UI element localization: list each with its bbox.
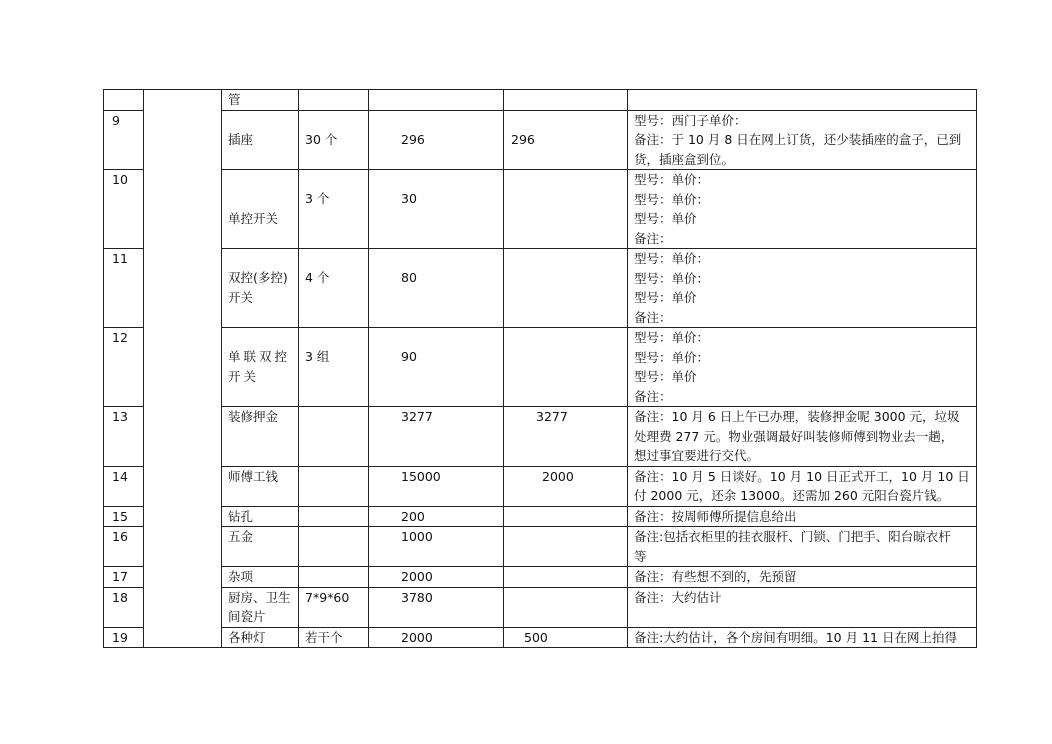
item-name: 各种灯 (222, 627, 299, 648)
quantity: 3 个 (299, 170, 369, 249)
quantity (299, 407, 369, 467)
amount: 3277 (369, 407, 504, 467)
table-row (104, 110, 977, 170)
amount: 296 (369, 110, 504, 170)
table-row (104, 587, 977, 627)
row-number: 12 (104, 328, 144, 407)
item-name: 插座 (222, 110, 299, 170)
row-number: 14 (104, 466, 144, 506)
paid: 296 (504, 110, 628, 170)
amount: 3780 (369, 587, 504, 627)
row-number: 9 (104, 110, 144, 170)
item-name: 五金 (222, 527, 299, 567)
paid (504, 170, 628, 249)
paid (504, 90, 628, 111)
note-line: 备注：有些想不到的，先预留 (634, 569, 797, 584)
note-line: 型号：单价： (634, 270, 710, 286)
item-name: 钻孔 (222, 506, 299, 527)
quantity (299, 567, 369, 588)
note-line: 备注：10 月 5 日谈好。10 月 10 日正式开工，10 月 10 日 (634, 468, 970, 484)
note-line: 想过事宜要进行交代。 (634, 448, 760, 463)
paid (504, 249, 628, 328)
table-row (104, 527, 977, 567)
note-line: 备注： (634, 388, 672, 404)
amount: 15000 (369, 466, 504, 506)
row-number: 10 (104, 170, 144, 249)
item-name: 管 (222, 90, 299, 111)
quantity (299, 506, 369, 527)
row-number: 13 (104, 407, 144, 467)
table-row (104, 506, 977, 527)
note-line: 型号：单价 (634, 290, 697, 305)
note-line: 备注：大约估计 (634, 589, 722, 605)
amount: 90 (369, 328, 504, 407)
notes (628, 627, 977, 648)
note-line: 付 2000 元，还余 13000。还需加 260 元阳台瓷片钱。 (634, 488, 950, 503)
note-line: 型号：单价 (634, 369, 697, 384)
paid: 500 (504, 627, 628, 648)
amount: 30 (369, 170, 504, 249)
note-line: 货，插座盒到位。 (634, 151, 735, 167)
quantity: 3 组 (299, 328, 369, 407)
paid (504, 506, 628, 527)
amount: 1000 (369, 527, 504, 567)
row-number: 19 (104, 627, 144, 648)
note-line: 型号：单价： (634, 349, 710, 365)
table-row (104, 567, 977, 588)
note-line: 型号：西门子单价： (634, 112, 747, 128)
row-number (104, 90, 144, 111)
note-line: 备注：于 10 月 8 日在网上订货，还少装插座的盒子，已到 (634, 132, 962, 147)
quantity: 7*9*60 (299, 587, 369, 627)
note-line: 备注：按周师傅所提信息给出 (634, 508, 797, 524)
notes (628, 249, 977, 328)
quantity: 若干个 (299, 627, 369, 648)
amount: 2000 (369, 627, 504, 648)
note-line: 备注： (634, 230, 672, 246)
quantity: 4 个 (299, 249, 369, 328)
note-line: 备注:包括衣柜里的挂衣服杆、门锁、门把手、阳台晾衣杆 (634, 529, 951, 544)
amount: 200 (369, 506, 504, 527)
notes (628, 567, 977, 588)
row-number: 18 (104, 587, 144, 627)
row-number: 11 (104, 249, 144, 328)
row-number: 15 (104, 506, 144, 527)
note-line: 备注:大约估计，各个房间有明细。10 月 11 日在网上拍得 (634, 629, 957, 645)
note-line: 型号：单价： (634, 191, 710, 207)
amount (369, 90, 504, 111)
note-line: 处理费 277 元。物业强调最好叫装修师傅到物业去一趟， (634, 428, 954, 444)
notes (628, 328, 977, 407)
item-name: 单联双控开关 (222, 328, 299, 407)
notes (628, 170, 977, 249)
amount: 2000 (369, 567, 504, 588)
notes (628, 506, 977, 527)
quantity (299, 527, 369, 567)
notes (628, 407, 977, 467)
note-line: 备注： (634, 309, 672, 325)
note-line: 型号：单价： (634, 330, 710, 345)
paid (504, 587, 628, 627)
note-line: 等 (634, 548, 647, 564)
notes (628, 90, 977, 111)
notes (628, 527, 977, 567)
quantity (299, 466, 369, 506)
table-row (104, 627, 977, 648)
paid (504, 527, 628, 567)
note-line: 型号：单价： (634, 172, 710, 187)
table-row (104, 466, 977, 506)
note-line: 型号：单价 (634, 211, 697, 226)
quantity (299, 90, 369, 111)
table-row (104, 90, 977, 111)
note-line: 型号：单价： (634, 251, 710, 266)
paid: 3277 (504, 407, 628, 467)
row-number: 17 (104, 567, 144, 588)
expense-table (103, 89, 977, 648)
notes (628, 466, 977, 506)
item-name: 双控(多控)开关 (222, 249, 299, 328)
item-name: 单控开关 (222, 170, 299, 249)
paid (504, 567, 628, 588)
quantity: 30 个 (299, 110, 369, 170)
paid (504, 328, 628, 407)
item-name: 杂项 (222, 567, 299, 588)
item-name: 厨房、卫生间瓷片 (222, 587, 299, 627)
table-row (104, 249, 977, 328)
paid: 2000 (504, 466, 628, 506)
table-row (104, 170, 977, 249)
amount: 80 (369, 249, 504, 328)
item-name: 装修押金 (222, 407, 299, 467)
notes (628, 110, 977, 170)
row-number: 16 (104, 527, 144, 567)
category-cell (144, 90, 222, 648)
table-row (104, 328, 977, 407)
note-line: 备注：10 月 6 日上午已办理，装修押金呢 3000 元，垃圾 (634, 409, 960, 424)
notes (628, 587, 977, 627)
table-row (104, 407, 977, 467)
item-name: 师傅工钱 (222, 466, 299, 506)
